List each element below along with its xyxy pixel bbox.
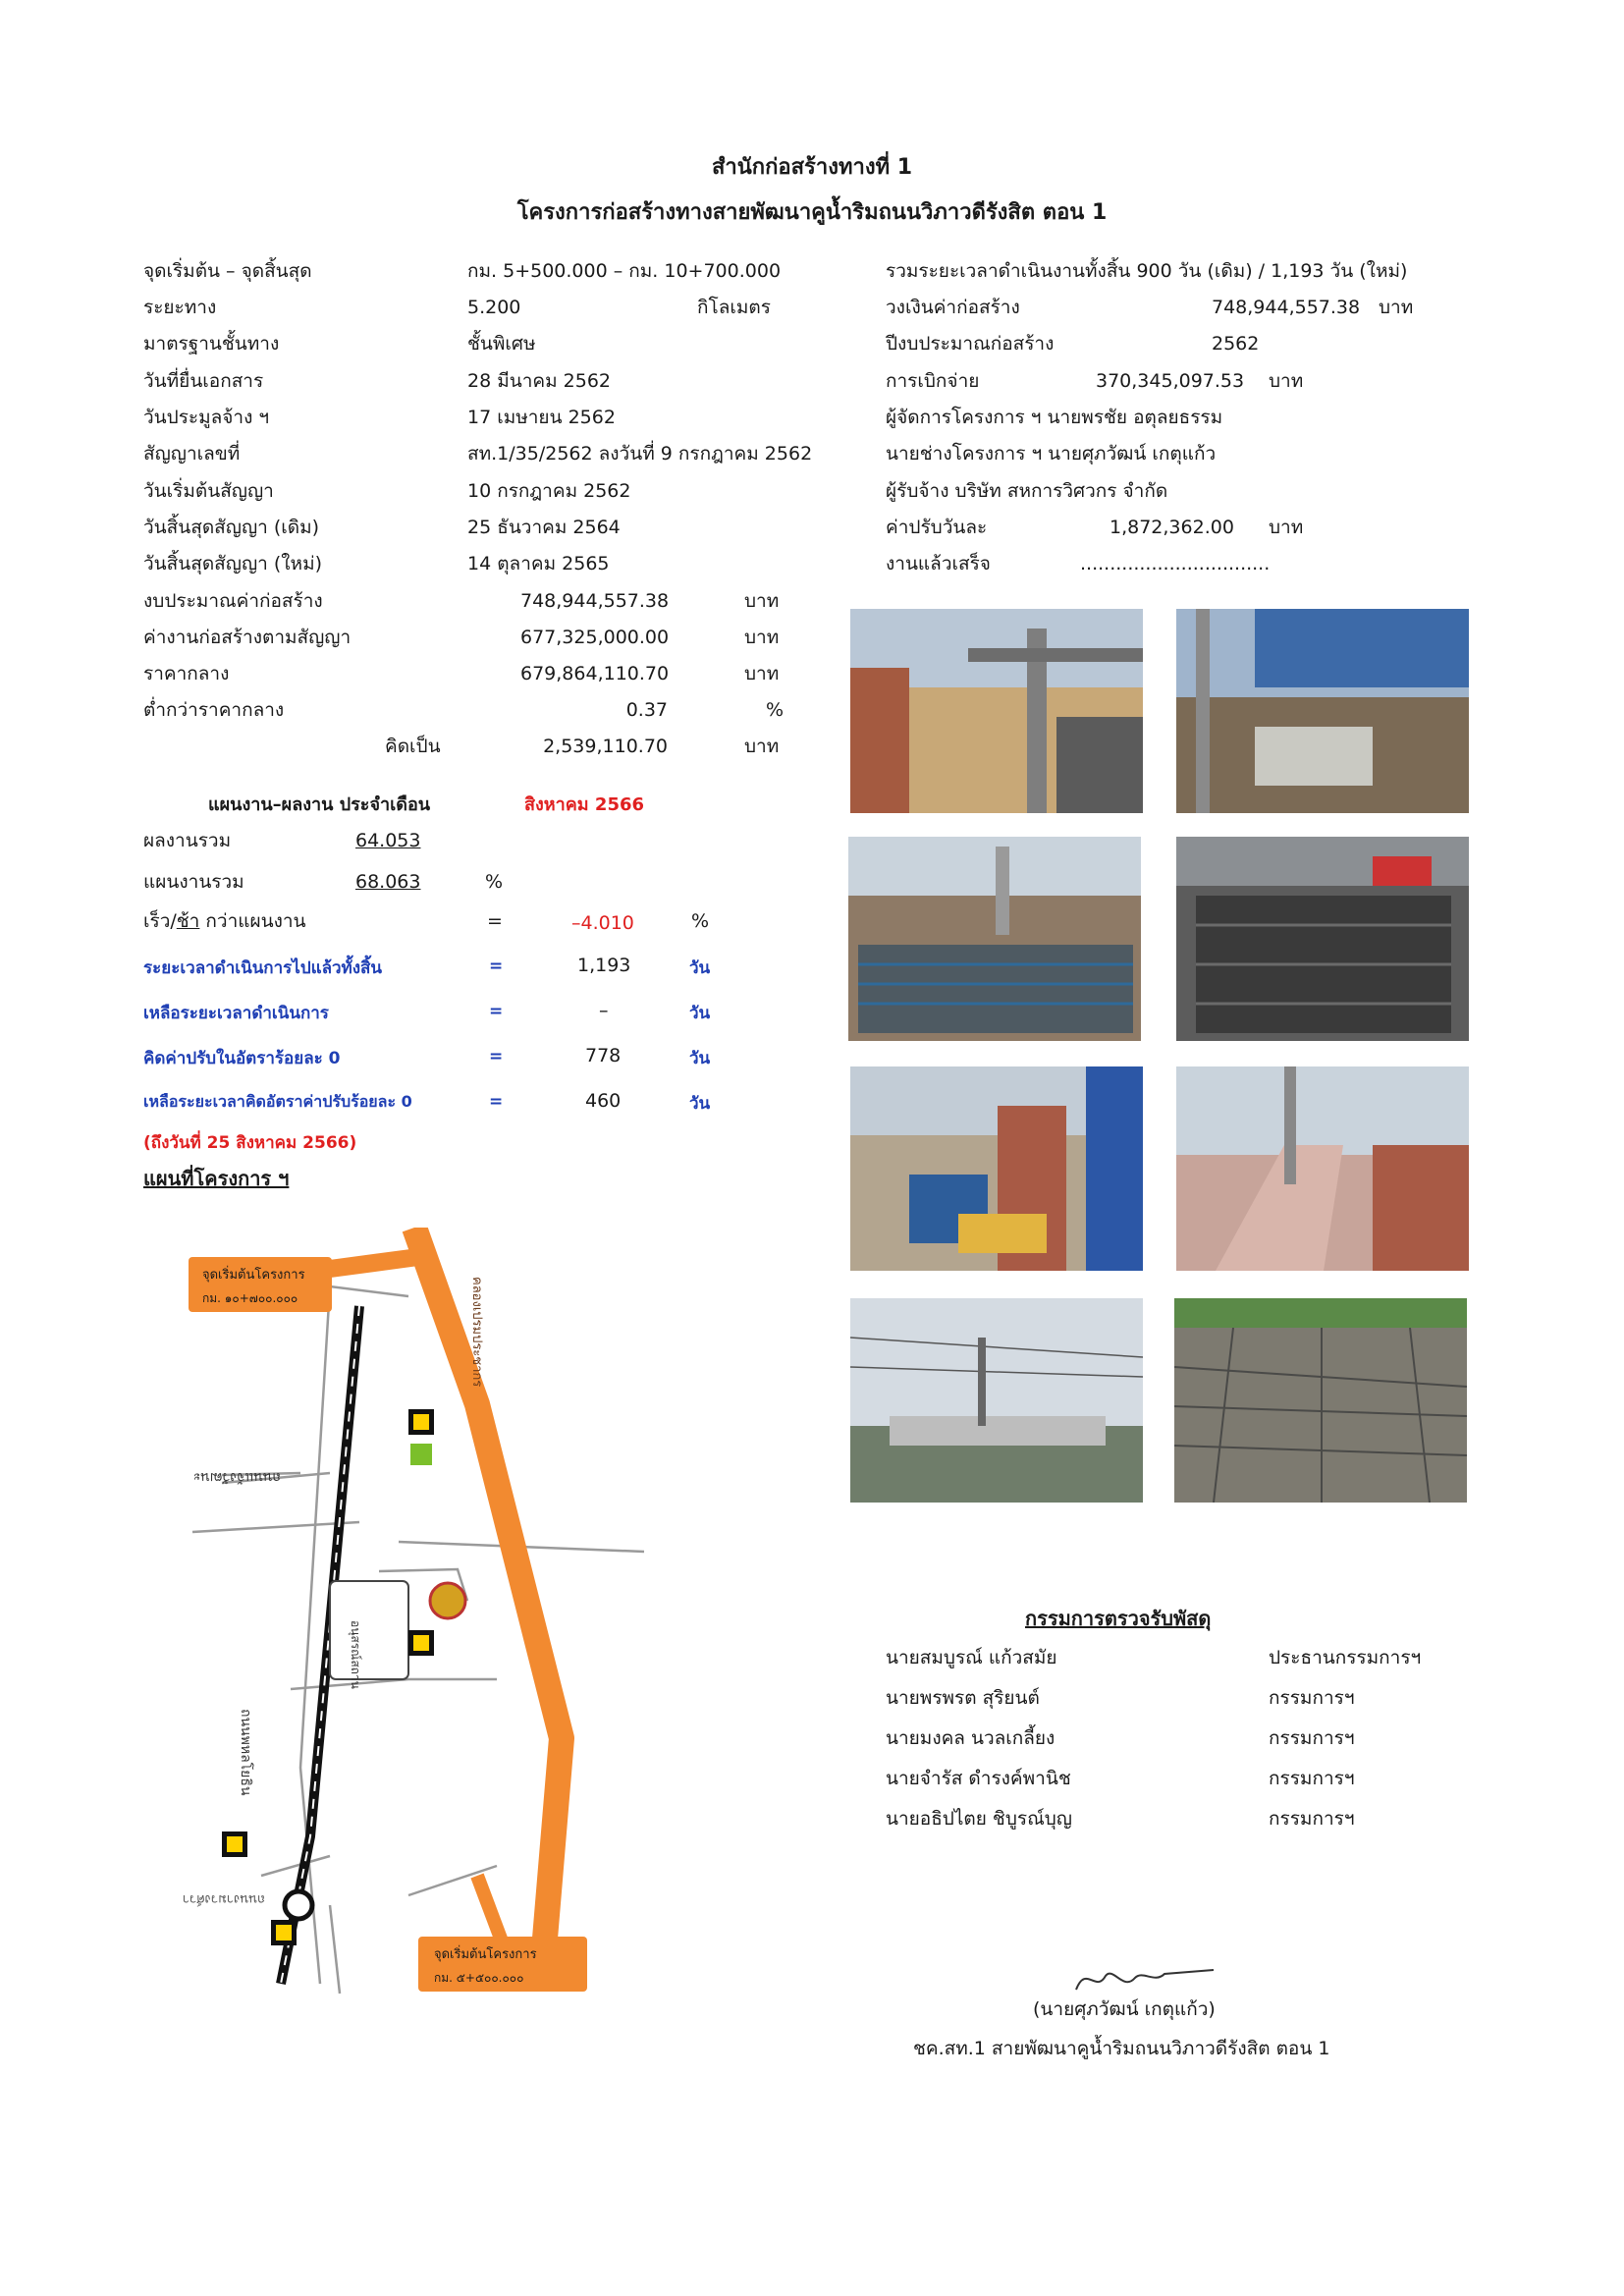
project-engineer: นายช่างโครงการ ฯ นายศุภวัฒน์ เกตุแก้ว <box>886 443 1217 465</box>
money-label: คิดเป็น <box>385 736 441 757</box>
time-value: 778 <box>585 1045 622 1066</box>
time-label: เหลือระยะเวลาดำเนินการ <box>143 1004 329 1023</box>
info-value: สท.1/35/2562 ลงวันที่ 9 กรกฎาคม 2562 <box>467 443 813 465</box>
info-value: ชั้นพิเศษ <box>467 333 536 355</box>
info-label: สัญญาเลขที่ <box>143 443 241 465</box>
money-value: 0.37 <box>625 699 668 721</box>
map-start-box <box>189 1257 332 1312</box>
construction-photo-icon <box>850 609 1143 813</box>
money-unit: % <box>766 699 785 721</box>
time-value: 460 <box>585 1090 622 1112</box>
construction-photo <box>1174 1298 1467 1503</box>
as-of-date: (ถึงวันที่ 25 สิงหาคม 2566) <box>143 1133 357 1153</box>
construction-photo <box>850 1066 1143 1271</box>
construction-photo <box>848 837 1141 1041</box>
info-label: วันสิ้นสุดสัญญา (ใหม่) <box>143 553 323 574</box>
member-name: นายสมบูรณ์ แก้วสมัย <box>886 1647 1057 1668</box>
plan-unit: % <box>485 871 504 893</box>
svg-text:จุดเริ่มต้นโครงการ: จุดเริ่มต้นโครงการ <box>202 1268 305 1283</box>
fine-value: 1,872,362.00 <box>1110 517 1234 538</box>
info-value: 17 เมษายน 2562 <box>467 407 616 428</box>
landmark-label: อนุสรณ์สถาน <box>349 1620 362 1689</box>
time-unit: วัน <box>689 1094 711 1114</box>
info-label: มาตรฐานชั้นทาง <box>143 333 280 355</box>
info-unit: กิโลเมตร <box>697 297 771 318</box>
money-unit: บาท <box>744 590 780 612</box>
money-unit: บาท <box>744 663 780 684</box>
info-value: 25 ธันวาคม 2564 <box>467 517 621 538</box>
construction-photo <box>850 1298 1143 1503</box>
diff-label-slow: ช้า <box>176 910 200 932</box>
time-label: ระยะเวลาดำเนินการไปแล้วทั้งสิ้น <box>143 958 383 978</box>
plan-label: แผนงานรวม <box>143 871 244 893</box>
duration-text: รวมระยะเวลาดำเนินงานทั้งสิ้น 900 วัน (เดิม) / 1,193 วัน (ใหม่) <box>886 260 1408 282</box>
actual-value: 64.053 <box>355 830 421 851</box>
time-equals: = <box>489 957 504 976</box>
fiscal-label: ปีงบประมาณก่อสร้าง <box>886 333 1055 355</box>
fine-unit: บาท <box>1269 517 1304 538</box>
time-unit: วัน <box>689 1004 711 1023</box>
info-label: วันเริ่มต้นสัญญา <box>143 480 274 502</box>
time-value: 1,193 <box>577 955 631 976</box>
info-label: จุดเริ่มต้น – จุดสิ้นสุด <box>143 260 312 282</box>
time-equals: = <box>489 1002 504 1021</box>
time-unit: วัน <box>689 958 711 978</box>
money-unit: บาท <box>744 627 780 648</box>
money-value: 679,864,110.70 <box>520 663 670 684</box>
diff-label-fast: เร็ว/ <box>143 910 177 932</box>
money-unit: บาท <box>744 736 780 757</box>
actual-label: ผลงานรวม <box>143 830 232 851</box>
diff-label-rest: กว่าแผนงาน <box>199 910 306 932</box>
side-road-label: ถนนงามวงศ์วาน <box>183 1891 265 1906</box>
contractor: ผู้รับจ้าง บริษัท สหการวิศวกร จำกัด <box>886 480 1168 502</box>
budget-unit: บาท <box>1379 297 1414 318</box>
svg-text:จุดเริ่มต้นโครงการ: จุดเริ่มต้นโครงการ <box>434 1947 537 1962</box>
member-name: นายมงคล นวลเกลี้ยง <box>886 1727 1056 1749</box>
time-equals: = <box>489 1047 504 1066</box>
money-value: 2,539,110.70 <box>543 736 668 757</box>
info-label: ระยะทาง <box>143 297 217 318</box>
diff-value: –4.010 <box>571 912 634 934</box>
signatory-name: (นายศุภวัฒน์ เกตุแก้ว) <box>1033 1998 1216 2020</box>
project-manager: ผู้จัดการโครงการ ฯ นายพรชัย อตุลยธรรม <box>886 407 1223 428</box>
disburse-label: การเบิกจ่าย <box>886 370 980 392</box>
map-end-box <box>418 1937 587 1992</box>
progress-month: สิงหาคม 2566 <box>524 794 645 815</box>
fine-label: ค่าปรับวันละ <box>886 517 988 538</box>
progress-heading: แผนงาน–ผลงาน ประจำเดือน <box>208 794 431 815</box>
money-value: 748,944,557.38 <box>520 590 670 612</box>
info-label: วันประมูลจ้าง ฯ <box>143 407 270 428</box>
station-icon <box>410 1444 432 1465</box>
construction-photo <box>1176 609 1469 813</box>
info-label: วันที่ยื่นเอกสาร <box>143 370 264 392</box>
diff-equals: = <box>487 910 503 932</box>
budget-label: วงเงินค่าก่อสร้าง <box>886 297 1020 318</box>
budget-value: 748,944,557.38 <box>1212 297 1361 318</box>
time-value: – <box>599 1000 609 1021</box>
money-label: ราคากลาง <box>143 663 230 684</box>
construction-photo <box>1176 837 1469 1041</box>
construction-photo <box>1176 1066 1469 1271</box>
disburse-unit: บาท <box>1269 370 1304 392</box>
member-name: นายจำรัส ดำรงค์พานิช <box>886 1768 1071 1789</box>
info-value: กม. 5+500.000 – กม. 10+700.000 <box>467 260 782 282</box>
disburse-value: 370,345,097.53 <box>1096 370 1245 392</box>
time-equals: = <box>489 1092 504 1112</box>
money-value: 677,325,000.00 <box>520 627 670 648</box>
time-unit: วัน <box>689 1049 711 1068</box>
member-role: กรรมการฯ <box>1269 1727 1355 1749</box>
info-value: 5.200 <box>467 297 521 318</box>
signature-scribble <box>1066 1954 1243 2003</box>
time-label: คิดค่าปรับในอัตราร้อยละ 0 <box>143 1049 341 1068</box>
diff-unit: % <box>691 910 710 932</box>
info-value: 10 กรกฎาคม 2562 <box>467 480 631 502</box>
time-label: เหลือระยะเวลาคิดอัตราค่าปรับร้อยละ 0 <box>143 1092 412 1111</box>
member-role: กรรมการฯ <box>1269 1808 1355 1830</box>
member-name: นายอธิปไตย ชิบูรณ์บุญ <box>886 1808 1072 1830</box>
money-label: ต่ำกว่าราคากลาง <box>143 699 285 721</box>
committee-heading: กรรมการตรวจรับพัสดุ <box>1025 1607 1212 1630</box>
plan-value: 68.063 <box>355 871 421 893</box>
money-label: ค่างานก่อสร้างตามสัญญา <box>143 627 352 648</box>
money-label: งบประมาณค่าก่อสร้าง <box>143 590 323 612</box>
member-role: ประธานกรรมการฯ <box>1269 1647 1422 1668</box>
map-heading: แผนที่โครงการ ฯ <box>143 1167 290 1190</box>
fiscal-value: 2562 <box>1212 333 1260 355</box>
info-value: 14 ตุลาคม 2565 <box>467 553 610 574</box>
member-name: นายพรพรต สุริยนต์ <box>886 1687 1040 1709</box>
finished-label: งานแล้วเสร็จ <box>886 553 991 574</box>
office-title: สำนักก่อสร้างทางที่ 1 <box>711 155 913 180</box>
main-road-label: ถนนพหลโยธิน <box>238 1709 253 1796</box>
side-road2-label: ถนนแจ้งวัฒนะ <box>192 1469 281 1485</box>
finished-value: ................................ <box>1080 553 1271 574</box>
project-title: โครงการก่อสร้างทางสายพัฒนาคูน้ำริมถนนวิภาวดีรังสิต ตอน 1 <box>516 200 1108 225</box>
svg-text:กม. ๑๐+๗๐๐.๐๐๐: กม. ๑๐+๗๐๐.๐๐๐ <box>202 1291 298 1305</box>
construction-photo <box>850 609 1143 813</box>
canal-label: คลองเปรมประชากร <box>469 1277 484 1388</box>
svg-text:กม. ๕+๕๐๐.๐๐๐: กม. ๕+๕๐๐.๐๐๐ <box>434 1971 524 1985</box>
project-map <box>183 1228 666 2003</box>
diff-label <box>143 909 306 933</box>
member-role: กรรมการฯ <box>1269 1687 1355 1709</box>
info-value: 28 มีนาคม 2562 <box>467 370 612 392</box>
signatory-position: ชค.สท.1 สายพัฒนาคูน้ำริมถนนวิภาวดีรังสิต ตอน 1 <box>913 2038 1330 2059</box>
member-role: กรรมการฯ <box>1269 1768 1355 1789</box>
info-label: วันสิ้นสุดสัญญา (เดิม) <box>143 517 320 538</box>
